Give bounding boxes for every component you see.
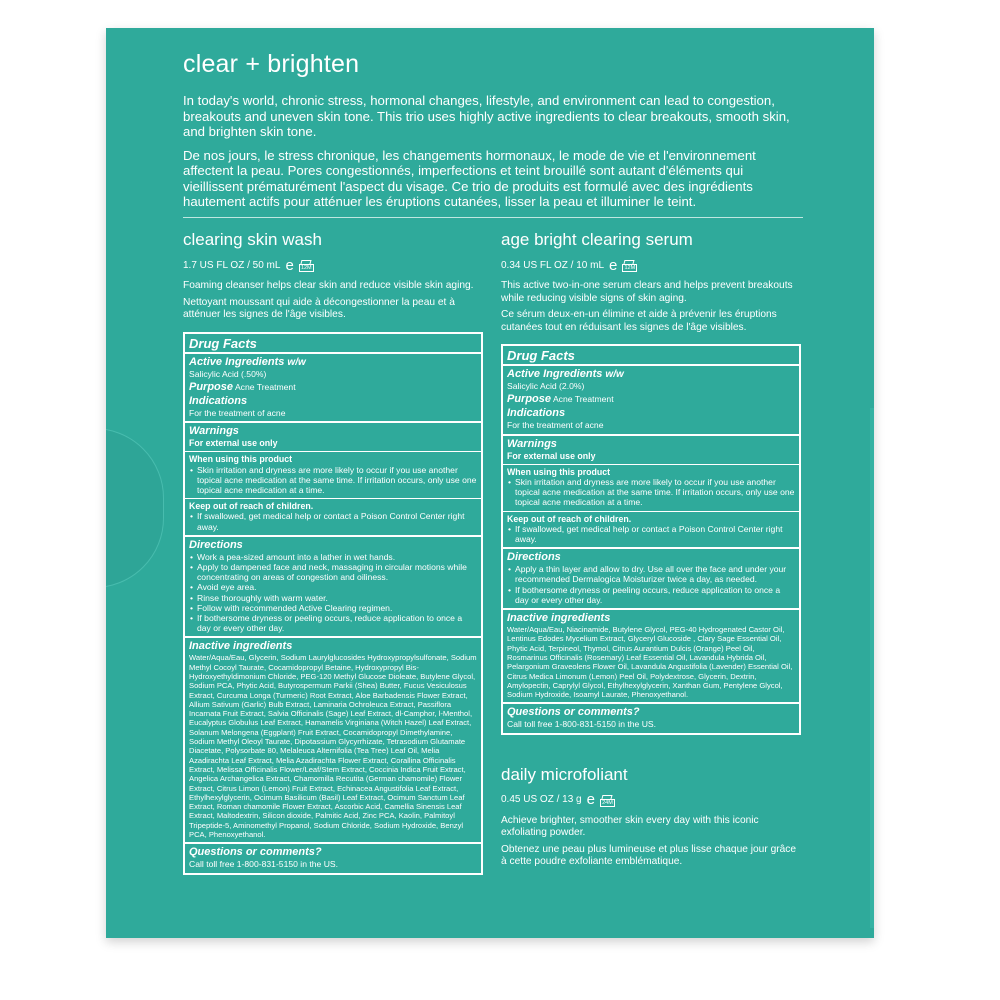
- keep-out-label: Keep out of reach of children.: [507, 513, 632, 524]
- directions-label: Directions: [189, 538, 243, 551]
- pao-label: 12M: [299, 264, 314, 272]
- drug-facts-panel: [501, 344, 801, 735]
- when-using-label: When using this product: [507, 466, 611, 477]
- drug-facts-panel: [183, 332, 483, 875]
- warnings-label: Warnings: [507, 437, 557, 450]
- purpose-value: Acne Treatment: [234, 381, 296, 392]
- open-jar-icon: [299, 260, 315, 274]
- drug-facts-inactive: [503, 610, 799, 704]
- open-jar-icon: [600, 795, 616, 809]
- keep-out-label: Keep out of reach of children.: [189, 501, 314, 512]
- size-row: [183, 256, 483, 274]
- product-name: daily microfoliant: [501, 764, 628, 784]
- inactive-ingredients: Water/Aqua/Eau, Glycerin, Sodium Laurylglucosides Hydroxypropylsulfonate, Sodium Methyl Cocoyl Taurate, Cocamidopropyl Betaine, Hydroxypropyl Bis-Hydroxyethyldimonium Chloride, PEG-120 Methyl Glucose Dioleate, Butylene Glycol, Sodium PCA, Phytic Acid, Butyrospermum Parkii (Shea) Butter, Fucus Vesiculosus Extract, Curcuma Longa (Turmeric) Root Extract, Aloe Barbadensis Flower Extract, Allium Sativum (Garlic) Bulb Extract, Laminaria Ochroleuca Extract, Passiflora Incarnata Fruit Extract, Salvia Officinalis (Sage) Leaf Extract, dl-Camphor, l-Menthol, Eucalyptus Globulus Leaf Extract, Hamamelis Virginiana (Witch Hazel) Leaf Extract, Solanum Melongena (Eggplant) Fruit Extract, Cocamidopropyl Dimethylamine, Sodium Methyl Oleoyl Taurate, Dipotassium Glycyrrhizate, Tetrasodium Glutamate Diacetate, Polysorbate 80, Melaleuca Alternifolia (Tea Tree) Leaf Oil, Melia Azadirachta Leaf Extract, Melia Azadirachta Flower Extract, Corallina Officinalis Extract, Melissa Officinalis Flower/Leaf/Stem Extract, Coccinia Indica Fruit Extract, Angelica Archangelica Extract, Chamomilla Recutita (German chamomile) Flower Extract, Citrus Limon (Lemon) Fruit Extract, Echinacea Angustifolia Leaf Extract, Ethylhexylglycerin, Ocimum Basilicum (Basil) Leaf Extract, Ocimum Sanctum Leaf Extract, Roman chamomile Flower Extract, Ascorbic Acid, Camellia Sinensis Leaf Extract, Maltodextrin, Silicon dioxide, Palmitic Acid, Zinc PCA, Kaolin, Palmitoyl Tripeptide-5, Aminomethyl Propanol, Sodium Chloride, Sodium Hydroxide, Benzyl PCA, Phenoxyethanol.: [189, 653, 477, 839]
- active-ingredient: Salicylic Acid (2.0%): [507, 381, 585, 391]
- drug-facts-questions: [185, 844, 481, 872]
- active-ingredient: Salicylic Acid (.50%): [189, 368, 267, 379]
- pao-label: 24M: [600, 799, 615, 807]
- purpose-value: Acne Treatment: [552, 394, 614, 405]
- clearing-skin-wash-column: [183, 230, 483, 875]
- product-size: 0.34 US FL OZ / 10 mL: [501, 259, 605, 271]
- external-use: For external use only: [189, 438, 278, 449]
- indications-label: Indications: [507, 407, 566, 420]
- ww-label: w/w: [287, 356, 306, 368]
- drug-facts-active: [503, 366, 799, 436]
- e-mark-icon: e: [285, 256, 294, 274]
- size-row: [501, 791, 801, 809]
- product-box-back: [106, 28, 874, 938]
- directions-label: Directions: [507, 551, 561, 564]
- product-size: 1.7 US FL OZ / 50 mL: [183, 259, 281, 271]
- e-mark-icon: e: [609, 256, 618, 274]
- inactive-label: Inactive ingredients: [189, 640, 293, 653]
- drug-facts-warnings: [503, 436, 799, 465]
- direction-item: • Rinse thoroughly with warm water.: [189, 593, 477, 603]
- direction-item: • Avoid eye area.: [189, 582, 477, 592]
- purpose-label: Purpose: [189, 380, 234, 393]
- desc-french: Nettoyant moussant qui aide à décongestionner la peau et à atténuer les signes de l'âge visibles.: [183, 296, 455, 320]
- active-label: Active Ingredients: [189, 355, 285, 368]
- inactive-ingredients: Water/Aqua/Eau, Niacinamide, Butylene Glycol, PEG-40 Hydrogenated Castor Oil, Lentinus Edodes Mycelium Extract, Glyceryl Glucoside , Clary Sage Essential Oil, Phytic Acid, Terpineol, Thymol, Citrus Aurantium Dulcis (Orange) Peel Oil, Rosmarinus Officinalis (Rosemary) Leaf Essential Oil, Lavandula Hybrida Oil, Pelargonium Graveolens Flower Oil, Lavandula Angustifolia (Lavender) Essential Oil, Citrus Medica Limonum (Lemon) Peel Oil, Polydextrose, Glycerin, Dextrin, Amylopectin, Caprylyl Glycol, Ethylhexylglycerin, Xanthan Gum, Pentylene Glycol, Sodium Hydroxide, Isoamyl Laurate, Phenoxyethanol.: [507, 625, 793, 700]
- questions-label: Questions or comments?: [507, 706, 640, 719]
- drug-facts-inactive: [185, 638, 481, 844]
- questions-phone: Call toll free 1-800-831-5150 in the US.: [189, 859, 339, 870]
- when-using-label: When using this product: [189, 454, 293, 465]
- drug-facts-warnings: [185, 423, 481, 452]
- questions-phone: Call toll free 1-800-831-5150 in the US.: [507, 719, 657, 730]
- daily-microfoliant-section: [501, 765, 801, 869]
- keep-out-text: • If swallowed, get medical help or contact a Poison Control Center right away.: [507, 524, 795, 544]
- intro-french: De nos jours, le stress chronique, les changements hormonaux, le mode de vie et l'environnement affectent la peau. Pores congestionnés, imperfections et teint brouillé sont autant d'éléments qui vieillissent prématurément l'aspect du visage. Ce trio de produits est formulé avec des ingrédients hautement actifs pour atténuer les éruptions cutanées, lisser la peau et illuminer le teint.: [183, 147, 756, 209]
- direction-item: • If bothersome dryness or peeling occurs, reduce application to once a day or every other day.: [507, 585, 795, 605]
- direction-item: • Follow with recommended Active Clearing regimen.: [189, 603, 477, 613]
- drug-facts-title: Drug Facts: [185, 334, 481, 354]
- drug-facts-when-using: [503, 465, 799, 512]
- active-label: Active Ingredients: [507, 368, 603, 380]
- keep-out-text: • If swallowed, get medical help or contact a Poison Control Center right away.: [189, 511, 477, 531]
- box-edge: [870, 408, 874, 928]
- desc-english: This active two-in-one serum clears and helps prevent breakouts while reducing visible signs of skin aging.: [501, 280, 793, 304]
- intro-english: In today's world, chronic stress, hormonal changes, lifestyle, and environment can lead to congestion, breakouts and uneven skin tone. This trio uses highly active ingredients to clear breakouts, smooth skin, and brighten skin tone.: [183, 93, 790, 139]
- drug-facts-questions: [503, 704, 799, 732]
- divider: [183, 217, 803, 218]
- desc-french: Ce sérum deux-en-un élimine et aide à prévenir les éruptions cutanées tout en réduisant les signes de l'âge visibles.: [501, 309, 777, 333]
- page-title: clear + brighten: [183, 50, 360, 78]
- drug-facts-keep-out: [503, 512, 799, 550]
- direction-item: • If bothersome dryness or peeling occurs, reduce application to once a day or every other day.: [189, 613, 477, 633]
- indications-value: For the treatment of acne: [507, 420, 604, 431]
- ww-label: w/w: [605, 369, 624, 380]
- pao-label: 12M: [622, 264, 637, 272]
- questions-label: Questions or comments?: [189, 846, 322, 859]
- size-row: [501, 256, 801, 274]
- drug-facts-active: [185, 354, 481, 424]
- product-name: clearing skin wash: [183, 230, 322, 249]
- external-use: For external use only: [507, 450, 596, 461]
- e-mark-icon: e: [586, 791, 595, 809]
- when-using-text: • Skin irritation and dryness are more likely to occur if you use another topical acne medication at the same time. If irritation occurs, only use one topical acne medication at a time.: [507, 477, 795, 508]
- open-jar-icon: [622, 260, 638, 274]
- desc-french: Obtenez une peau plus lumineuse et plus lisse chaque jour grâce à cette poudre exfoliante emblématique.: [501, 843, 797, 868]
- drug-facts-title: Drug Facts: [503, 346, 799, 366]
- box-tab-flap: [106, 428, 164, 588]
- when-using-text: • Skin irritation and dryness are more likely to occur if you use another topical acne medication at the same time. If irritation occurs, only use one topical acne medication at a time.: [189, 465, 477, 496]
- product-size: 0.45 US OZ / 13 g: [501, 794, 582, 806]
- drug-facts-keep-out: [185, 499, 481, 537]
- age-bright-serum-column: [501, 230, 801, 873]
- direction-item: • Work a pea-sized amount into a lather in wet hands.: [189, 552, 477, 562]
- product-name: age bright clearing serum: [501, 230, 693, 249]
- drug-facts-directions: [185, 537, 481, 639]
- direction-item: • Apply a thin layer and allow to dry. Use all over the face and under your recommended Dermalogica Moisturizer twice a day, as needed.: [507, 564, 795, 584]
- inactive-label: Inactive ingredients: [507, 612, 611, 625]
- purpose-label: Purpose: [507, 393, 552, 406]
- warnings-label: Warnings: [189, 425, 239, 438]
- indications-value: For the treatment of acne: [189, 407, 286, 418]
- desc-english: Foaming cleanser helps clear skin and reduce visible skin aging.: [183, 280, 474, 291]
- header: [183, 50, 803, 218]
- direction-item: • Apply to dampened face and neck, massaging in circular motions while concentrating on areas of congestion and oiliness.: [189, 562, 477, 582]
- desc-english: Achieve brighter, smoother skin every day with this iconic exfoliating powder.: [501, 814, 759, 839]
- indications-label: Indications: [189, 394, 248, 407]
- drug-facts-directions: [503, 549, 799, 610]
- drug-facts-when-using: [185, 452, 481, 499]
